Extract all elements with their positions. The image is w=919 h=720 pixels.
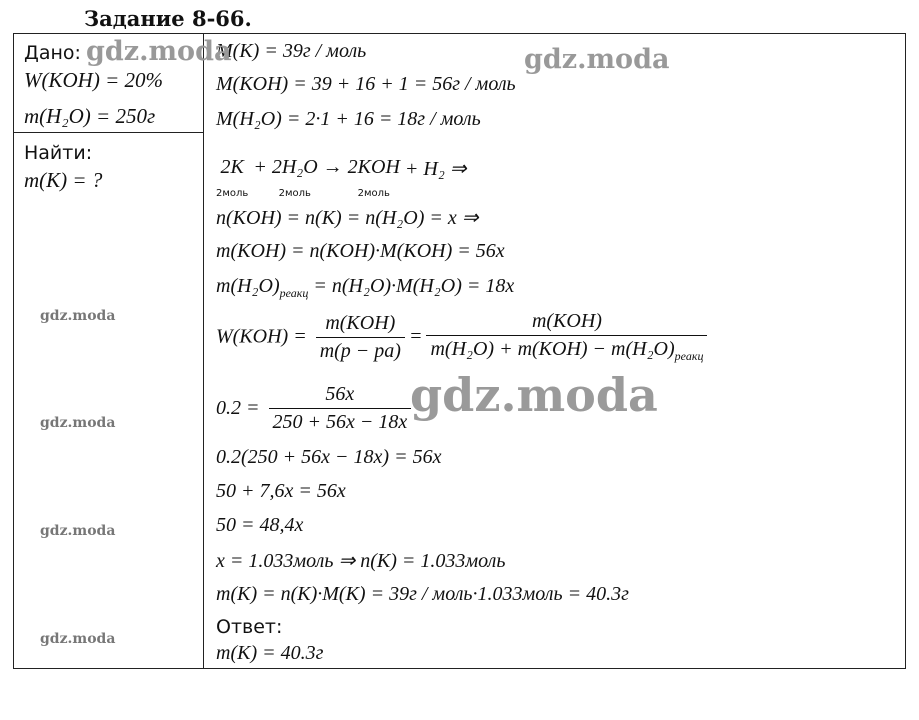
reactant-k-moles: 2моль xyxy=(216,188,249,199)
find-label: Найти: xyxy=(24,142,93,164)
given-mass-fraction: W(KOH) = 20% xyxy=(24,68,163,92)
watermark: gdz.moda xyxy=(40,415,116,431)
product-h2: + H₂ ⇒ xyxy=(399,158,467,180)
moles-equality: n(KOH) = n(K) = n(H₂O) = x ⇒ xyxy=(216,207,479,229)
equation-substituted: 0.2 = $\frac{56x}{250 + 56x - 18x}$ xyxy=(216,383,415,434)
mass-water-reacted: $m(H_2O)_{реакц} = n(H_2O)\cdot M(H_2O) = 18x$ xyxy=(216,275,515,300)
fraction-1: $\frac{\text{m(KOH)}}{m(p - pa)}$ xyxy=(316,312,405,363)
solution-x: x = 1.033моль ⇒ n(K) = 1.033моль xyxy=(216,550,506,572)
watermark: gdz.moda xyxy=(410,368,658,422)
reactant-h2o-moles: 2моль xyxy=(278,188,311,199)
answer-label: Ответ: xyxy=(216,616,283,638)
product-koh: 2KOH xyxy=(347,156,400,178)
reaction-arrow: → xyxy=(317,156,348,178)
molar-mass-k: M(K) = 39г / моль xyxy=(216,40,367,62)
fraction-2: $\frac{\text{m(KOH)}}{m(H_2O) + m(KOH) - m(H_2O)_{реакц}}$ xyxy=(426,310,707,364)
given-water-mass: m(H₂O) = 250г xyxy=(24,104,156,128)
column-divider xyxy=(203,33,204,669)
mass-k-calculation: m(K) = n(K)·M(K) = 39г / моль·1.033моль = 40.3г xyxy=(216,583,629,605)
task-title: Задание 8-66. xyxy=(84,6,252,31)
watermark: gdz.moda xyxy=(40,631,116,647)
molar-mass-koh: M(KOH) = 39 + 16 + 1 = 56г / моль xyxy=(216,73,516,95)
reactant-h2o: 2H₂O xyxy=(271,156,318,178)
equation-simplified: 50 + 7,6x = 56x xyxy=(216,480,346,502)
fraction-3: $\frac{56x}{250 + 56x - 18x}$ xyxy=(269,383,412,434)
watermark: gdz.moda xyxy=(86,36,232,67)
answer-value: m(K) = 40.3г xyxy=(216,642,324,664)
find-potassium-mass: m(K) = ? xyxy=(24,168,103,192)
molar-mass-h2o: M(H₂O) = 2·1 + 16 = 18г / моль xyxy=(216,108,481,130)
mass-fraction-formula: W(KOH) = $\frac{\text{m(KOH)}}{m(p - pa)}$ = $\frac{\text{m(KOH)}}{m(H_2O) + m(KOH) - m(H_2O)_{реакц}}$ xyxy=(216,310,711,364)
mass-koh-expression: m(KOH) = n(KOH)·M(KOH) = 56x xyxy=(216,240,505,262)
product-koh-moles: 2моль xyxy=(357,188,390,199)
watermark: gdz.moda xyxy=(40,523,116,539)
reaction-equation xyxy=(216,156,467,202)
given-label: Дано: xyxy=(24,42,81,64)
reactant-k: 2K xyxy=(220,156,244,178)
reaction-plus-1: + xyxy=(248,156,272,178)
equation-reduced: 50 = 48,4x xyxy=(216,514,304,536)
watermark: gdz.moda xyxy=(524,44,670,75)
given-find-divider xyxy=(13,132,204,133)
equation-expanded: 0.2(250 + 56x − 18x) = 56x xyxy=(216,446,442,468)
watermark: gdz.moda xyxy=(40,308,116,324)
